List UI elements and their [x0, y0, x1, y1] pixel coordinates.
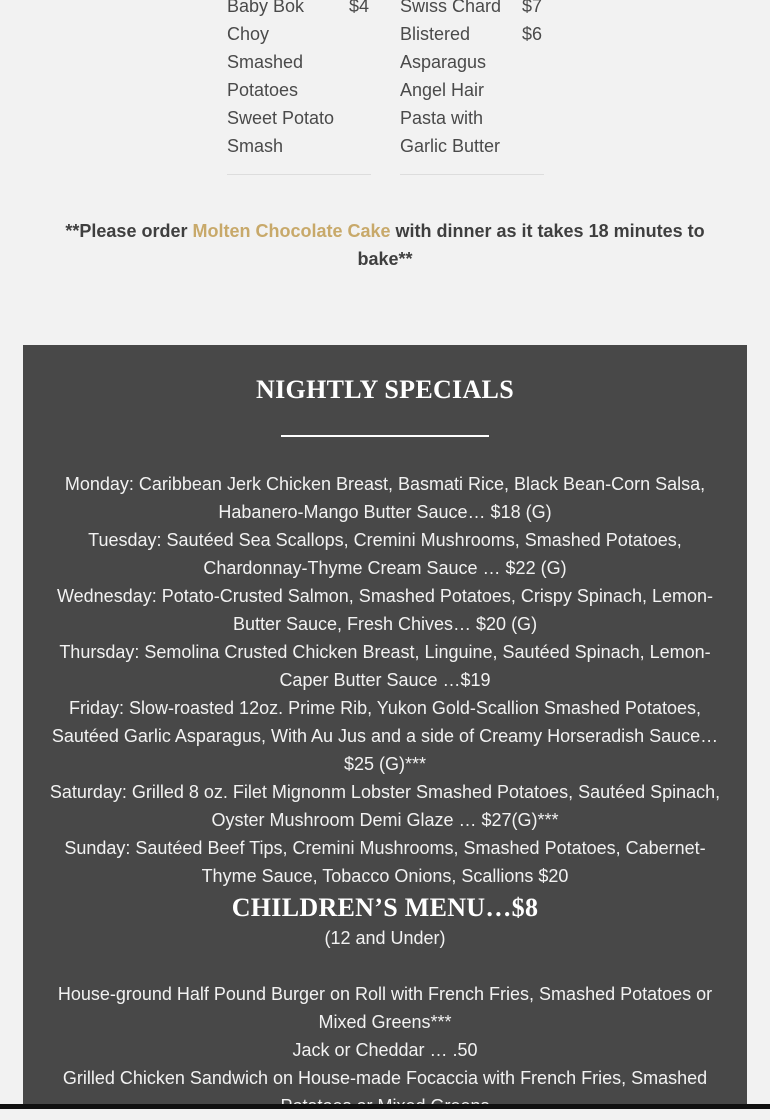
special-item: Sunday: Sautéed Beef Tips, Cremini Mushrooms, Smashed Potatoes, Cabernet-Thyme Sauce, Tobacco Onions, Scallions $20 — [64, 838, 706, 886]
side-item-price: $7 — [521, 0, 542, 16]
side-item-name: Blistered Asparagus — [400, 24, 487, 72]
specials-panel — [23, 345, 747, 1104]
molten-cake-link[interactable]: Molten Chocolate Cake — [192, 221, 391, 241]
side-item-name: Baby Bok Choy — [227, 0, 305, 44]
kids-item: Jack or Cheddar … .50 — [292, 1040, 478, 1060]
childrens-menu-list — [39, 924, 731, 1120]
special-item: Tuesday: Sautéed Sea Scallops, Cremini Mushrooms, Smashed Potatoes, Chardonnay-Thyme Cream Sauce … $22 (G) — [88, 530, 682, 578]
kids-item: Grilled Chicken Sandwich on House-made Focaccia with French Fries, Smashed — [62, 1068, 708, 1088]
special-item: Saturday: Grilled 8 oz. Filet Mignonm Lobster Smashed Potatoes, Sautéed Spinach, Oyster Mushroom Demi Glaze … $27(G)*** — [49, 782, 721, 830]
title-divider — [281, 435, 489, 437]
side-item-price: $4 — [348, 0, 369, 16]
sides-column-left — [227, 0, 371, 175]
side-item-name: Sweet Potato Smash — [227, 108, 335, 156]
side-item — [227, 48, 371, 104]
note-text-before: **Please order — [65, 221, 193, 241]
side-item-price: $6 — [521, 24, 542, 44]
dessert-order-note — [60, 217, 710, 273]
note-text-after: with dinner as it takes 18 minutes to bake** — [357, 221, 705, 269]
special-item: Monday: Caribbean Jerk Chicken Breast, Basmati Rice, Black Bean-Corn Salsa, Habanero-Mango Butter Sauce… $18 (G) — [64, 474, 706, 522]
specials-title: NIGHTLY SPECIALS — [256, 375, 514, 404]
special-item: Wednesday: Potato-Crusted Salmon, Smashed Potatoes, Crispy Spinach, Lemon-Butter Sauce, Fresh Chives… $20 (G) — [56, 586, 713, 634]
childrens-menu-title: CHILDREN’S MENU…$8 — [231, 893, 539, 922]
side-item — [400, 0, 544, 20]
side-item-name: Swiss Chard — [400, 0, 502, 16]
side-item — [400, 20, 544, 76]
side-item — [400, 76, 544, 160]
side-item-name: Smashed Potatoes — [227, 52, 304, 100]
special-item: Friday: Slow-roasted 12oz. Prime Rib, Yukon Gold-Scallion Smashed Potatoes, Sautéed Garlic Asparagus, With Au Jus and a side of Creamy Horseradish Sauce…$25 (G)*** — [51, 698, 719, 774]
sides-column-right — [400, 0, 544, 175]
bottom-bar — [0, 1104, 770, 1109]
childrens-menu-subtitle: (12 and Under) — [324, 928, 446, 948]
special-item: Thursday: Semolina Crusted Chicken Breast, Linguine, Sautéed Spinach, Lemon-Caper Butter Sauce …$19 — [59, 642, 711, 690]
column-divider — [227, 174, 371, 175]
side-item-name: Angel Hair Pasta with Garlic Butter — [400, 80, 501, 156]
sides-menu — [0, 0, 770, 200]
kids-item: House-ground Half Pound Burger on Roll with French Fries, Smashed Potatoes or Mixed Greens*** — [57, 984, 713, 1032]
column-divider — [400, 174, 544, 175]
specials-list — [39, 470, 731, 890]
side-item — [227, 104, 371, 160]
side-item — [227, 0, 371, 48]
